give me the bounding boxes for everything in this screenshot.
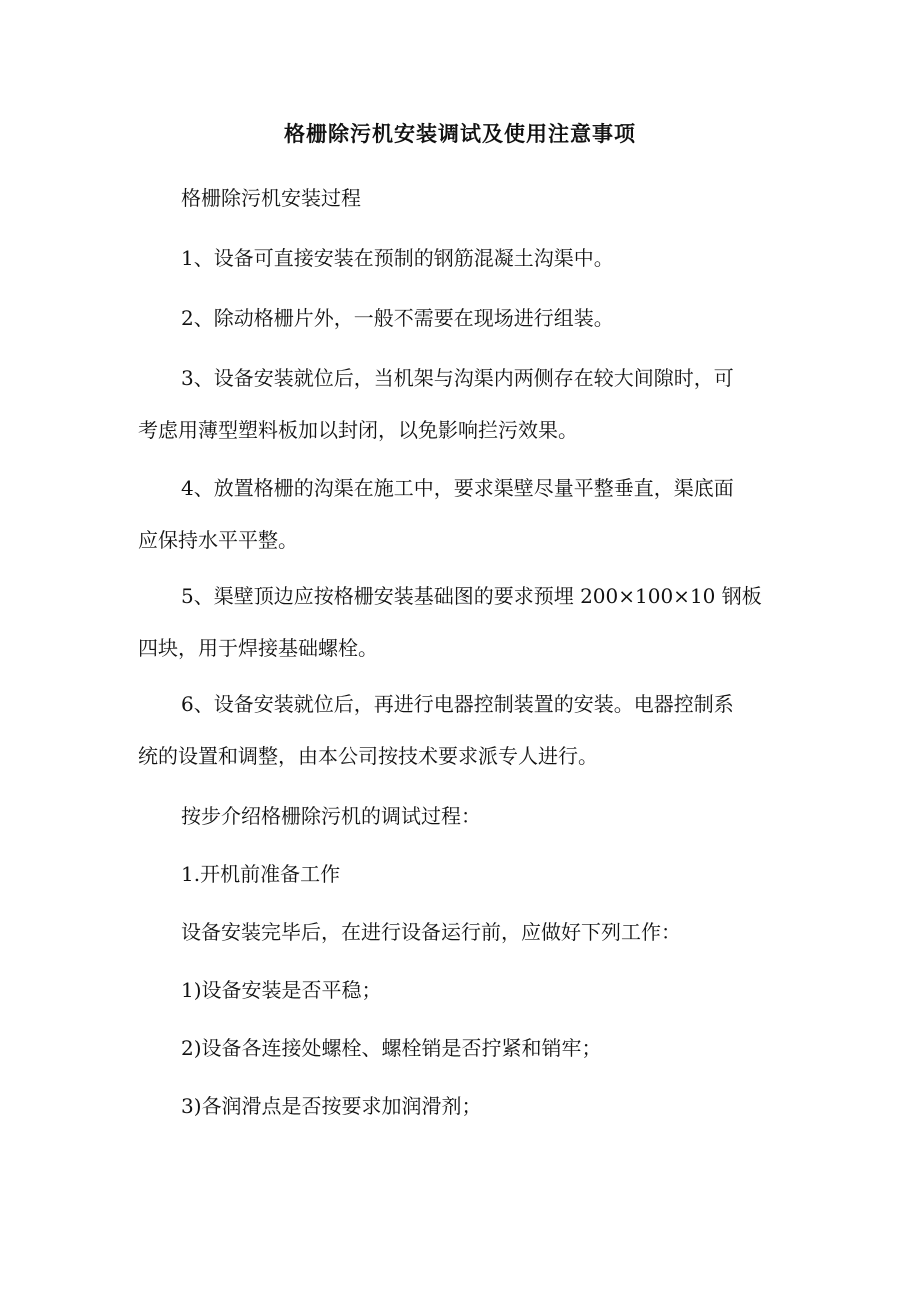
paragraph-install-heading: 格栅除污机安装过程 [181,186,361,210]
paragraph-step-6-line-2: 统的设置和调整，由本公司按技术要求派专人进行。 [138,744,598,768]
paragraph-step-4 [138,462,784,566]
paragraph-step-6-line-1: 6、设备安装就位后，再进行电器控制装置的安装。电器控制系 [181,692,734,716]
paragraph-pre-start-intro: 设备安装完毕后，在进行设备运行前，应做好下列工作： [181,920,681,944]
paragraph-step-5-line-1: 5、渠壁顶边应按格栅安装基础图的要求预埋 200×100×10 钢板 [181,584,762,608]
paragraph-debug-intro: 按步介绍格栅除污机的调试过程： [181,804,481,828]
paragraph-step-1: 1、设备可直接安装在预制的钢筋混凝土沟渠中。 [181,246,614,270]
paragraph-step-2: 2、除动格栅片外，一般不需要在现场进行组装。 [181,306,614,330]
paragraph-check-2: 2)设备各连接处螺栓、螺栓销是否拧紧和销牢； [181,1036,602,1060]
paragraph-step-4-line-1: 4、放置格栅的沟渠在施工中，要求渠壁尽量平整垂直，渠底面 [181,476,734,500]
paragraph-check-1: 1)设备安装是否平稳； [181,978,382,1002]
paragraph-step-3-line-1: 3、设备安装就位后，当机架与沟渠内两侧存在较大间隙时，可 [181,366,734,390]
paragraph-pre-start-heading: 1.开机前准备工作 [181,862,341,886]
document-title: 格栅除污机安装调试及使用注意事项 [284,121,636,146]
paragraph-step-6 [138,678,784,782]
paragraph-check-3: 3)各润滑点是否按要求加润滑剂； [181,1094,482,1118]
paragraph-step-5 [138,570,784,674]
paragraph-step-5-line-2: 四块，用于焊接基础螺栓。 [138,636,378,660]
paragraph-step-3 [138,352,784,456]
paragraph-step-3-line-2: 考虑用薄型塑料板加以封闭，以免影响拦污效果。 [138,418,578,442]
paragraph-step-4-line-2: 应保持水平平整。 [138,528,298,552]
